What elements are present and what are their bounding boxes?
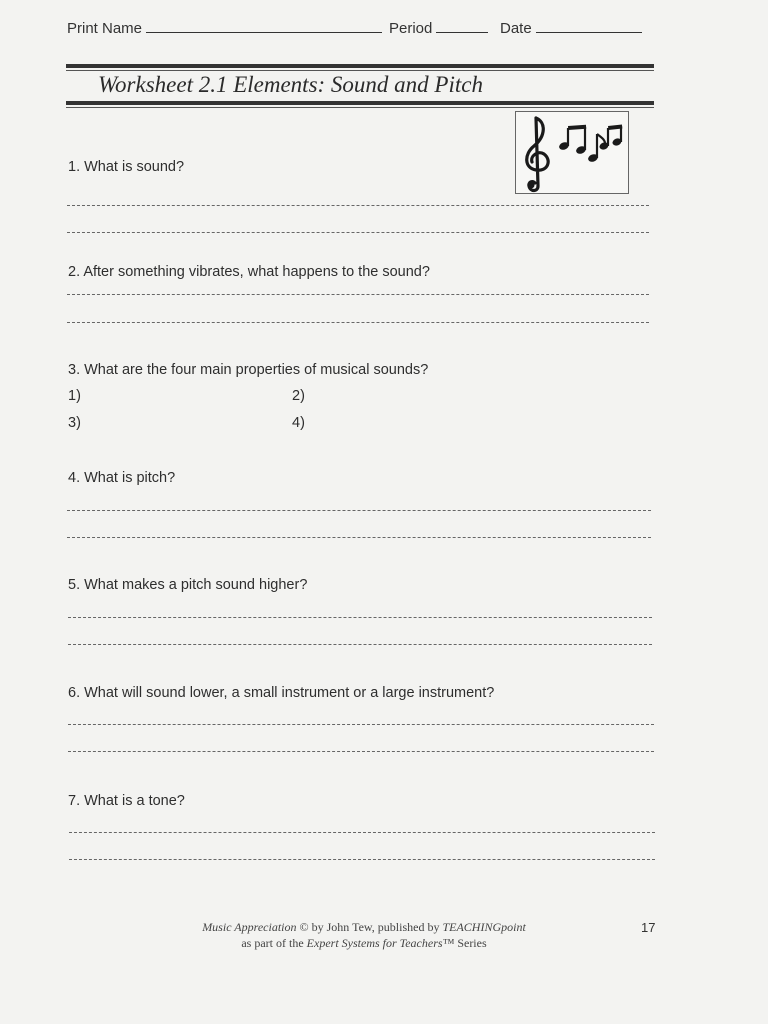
answer-line-1a[interactable] <box>67 205 649 206</box>
page-number: 17 <box>641 920 656 935</box>
answer-line-7b[interactable] <box>69 859 655 860</box>
title-rule-bottom <box>66 101 654 105</box>
property-3: 3) <box>68 415 81 431</box>
property-4: 4) <box>292 415 305 431</box>
print-name-blank[interactable] <box>146 18 382 33</box>
print-name-field[interactable] <box>67 18 382 37</box>
answer-line-7a[interactable] <box>69 832 655 833</box>
publisher: TEACHINGpoint <box>442 920 526 934</box>
title-rule-top-thin <box>66 70 654 71</box>
answer-line-4a[interactable] <box>67 510 651 511</box>
question-5: 5. What makes a pitch sound higher? <box>68 577 308 593</box>
print-name-label: Print Name <box>67 20 143 37</box>
answer-line-6b[interactable] <box>68 751 654 752</box>
answer-line-2b[interactable] <box>67 322 649 323</box>
music-notes-image <box>515 111 629 194</box>
footer-line-2 <box>0 936 728 951</box>
book-title: Music Appreciation <box>202 920 297 934</box>
footer-line-1 <box>0 920 728 935</box>
title-rule-top <box>66 64 654 68</box>
answer-line-1b[interactable] <box>67 232 649 233</box>
answer-line-4b[interactable] <box>67 537 651 538</box>
date-field[interactable] <box>500 18 642 37</box>
answer-line-6a[interactable] <box>68 724 654 725</box>
title-rule-bottom-thin <box>66 107 654 108</box>
period-label: Period <box>389 20 433 37</box>
date-blank[interactable] <box>536 18 642 33</box>
music-notes-icon <box>516 112 628 193</box>
period-blank[interactable] <box>436 18 488 33</box>
question-6: 6. What will sound lower, a small instrument or a large instrument? <box>68 685 495 701</box>
property-1: 1) <box>68 388 81 404</box>
page-title: Worksheet 2.1 Elements: Sound and Pitch <box>98 72 483 97</box>
question-2: 2. After something vibrates, what happens to the sound? <box>68 264 430 280</box>
footer-line2-post: Series <box>454 936 487 950</box>
question-1: 1. What is sound? <box>68 159 185 175</box>
date-label: Date <box>500 20 532 37</box>
question-4: 4. What is pitch? <box>68 470 176 486</box>
period-field[interactable] <box>389 18 488 37</box>
answer-line-5b[interactable] <box>68 644 652 645</box>
footer-by: © by John Tew, published by <box>296 920 443 934</box>
question-7: 7. What is a tone? <box>68 793 185 809</box>
question-3: 3. What are the four main properties of musical sounds? <box>68 362 429 378</box>
series-name: Expert Systems for Teachers™ <box>306 936 455 950</box>
answer-line-2a[interactable] <box>67 294 649 295</box>
footer-line2-pre: as part of the <box>241 936 307 950</box>
answer-line-5a[interactable] <box>68 617 652 618</box>
property-2: 2) <box>292 388 305 404</box>
